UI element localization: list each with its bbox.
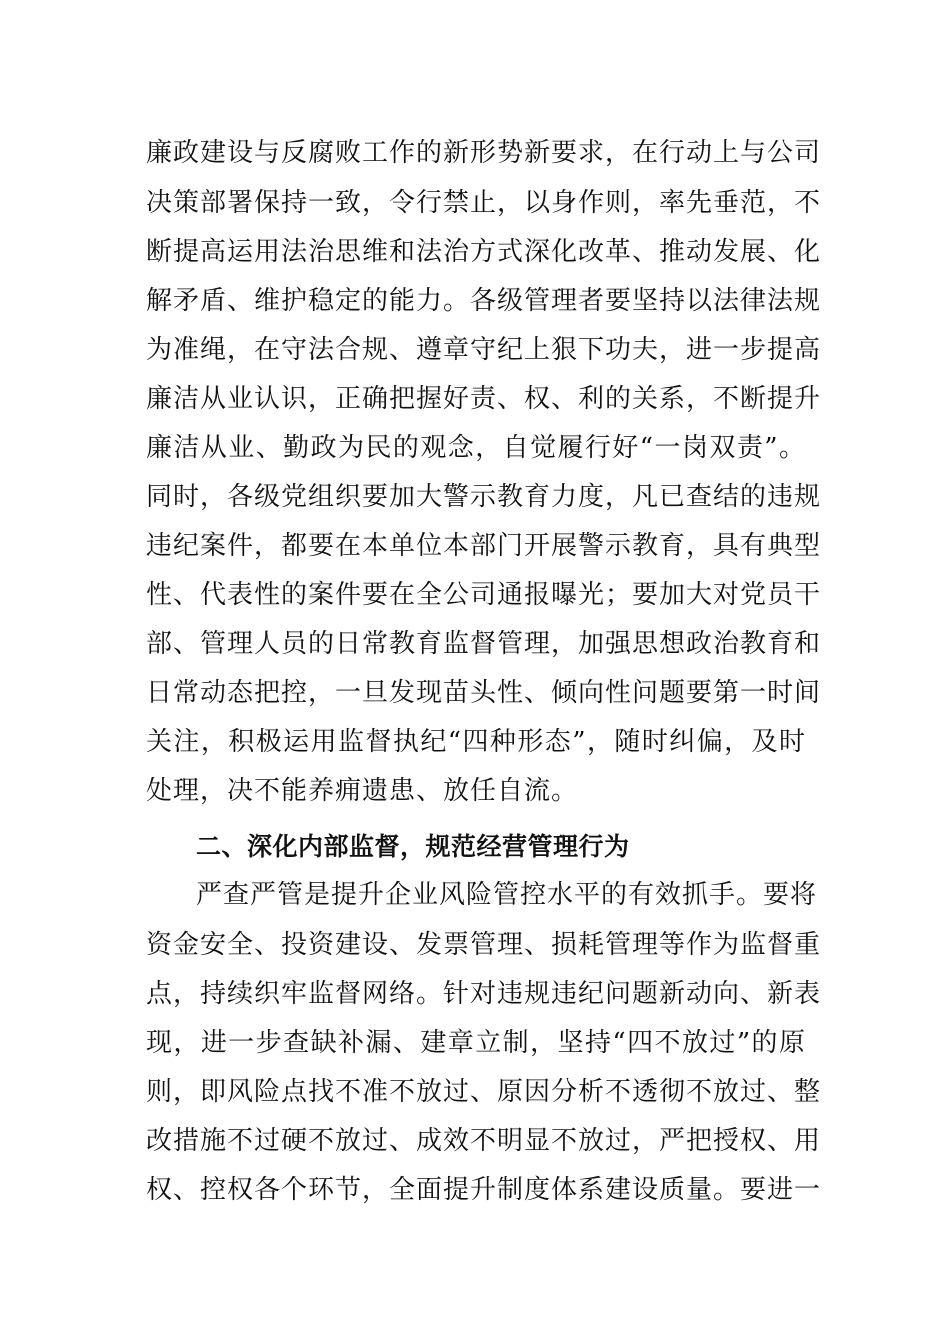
text-line: 决策部署保持一致，令行禁止，以身作则，率先垂范，不 <box>146 188 822 218</box>
text-line: 严查严管是提升企业风险管控水平的有效抓手。要将 <box>196 880 818 910</box>
text-line: 性、代表性的案件要在全公司通报曝光；要加大对党员干 <box>146 580 822 610</box>
text-line: 权、控权各个环节，全面提升制度体系建设质量。要进一 <box>146 1175 822 1205</box>
text-line: 改措施不过硬不放过、成效不明显不放过，严把授权、用 <box>146 1126 822 1156</box>
text-line: 廉洁从业认识，正确把握好责、权、利的关系，不断提升 <box>146 384 822 414</box>
section-heading: 二、深化内部监督，规范经营管理行为 <box>196 832 630 861</box>
text-line: 解矛盾、维护稳定的能力。各级管理者要坚持以法律法规 <box>146 286 822 316</box>
text-line: 则，即风险点找不准不放过、原因分析不透彻不放过、整 <box>146 1077 822 1107</box>
text-line: 廉政建设与反腐败工作的新形势新要求，在行动上与公司 <box>146 138 822 168</box>
text-line: 日常动态把控，一旦发现苗头性、倾向性问题要第一时间 <box>146 678 822 708</box>
text-line: 同时，各级党组织要加大警示教育力度，凡已查结的违规 <box>146 482 822 512</box>
text-line: 断提高运用法治思维和法治方式深化改革、推动发展、化 <box>146 237 822 267</box>
text-line: 部、管理人员的日常教育监督管理，加强思想政治教育和 <box>146 629 822 659</box>
text-line: 廉洁从业、勤政为民的观念，自觉履行好“一岗双责”。 <box>146 433 806 463</box>
text-line: 关注，积极运用监督执纪“四种形态”，随时纠偏，及时 <box>146 727 806 757</box>
text-line: 违纪案件，都要在本单位本部门开展警示教育，具有典型 <box>146 531 822 561</box>
text-line: 处理，决不能养痈遗患、放任自流。 <box>146 776 579 806</box>
text-line: 点，持续织牢监督网络。针对违规违纪问题新动向、新表 <box>146 979 822 1009</box>
text-line: 现，进一步查缺补漏、建章立制，坚持“四不放过”的原 <box>146 1028 806 1058</box>
text-line: 为准绳，在守法合规、遵章守纪上狠下功夫，进一步提高 <box>146 335 822 365</box>
text-line: 资金安全、投资建设、发票管理、损耗管理等作为监督重 <box>146 930 822 960</box>
